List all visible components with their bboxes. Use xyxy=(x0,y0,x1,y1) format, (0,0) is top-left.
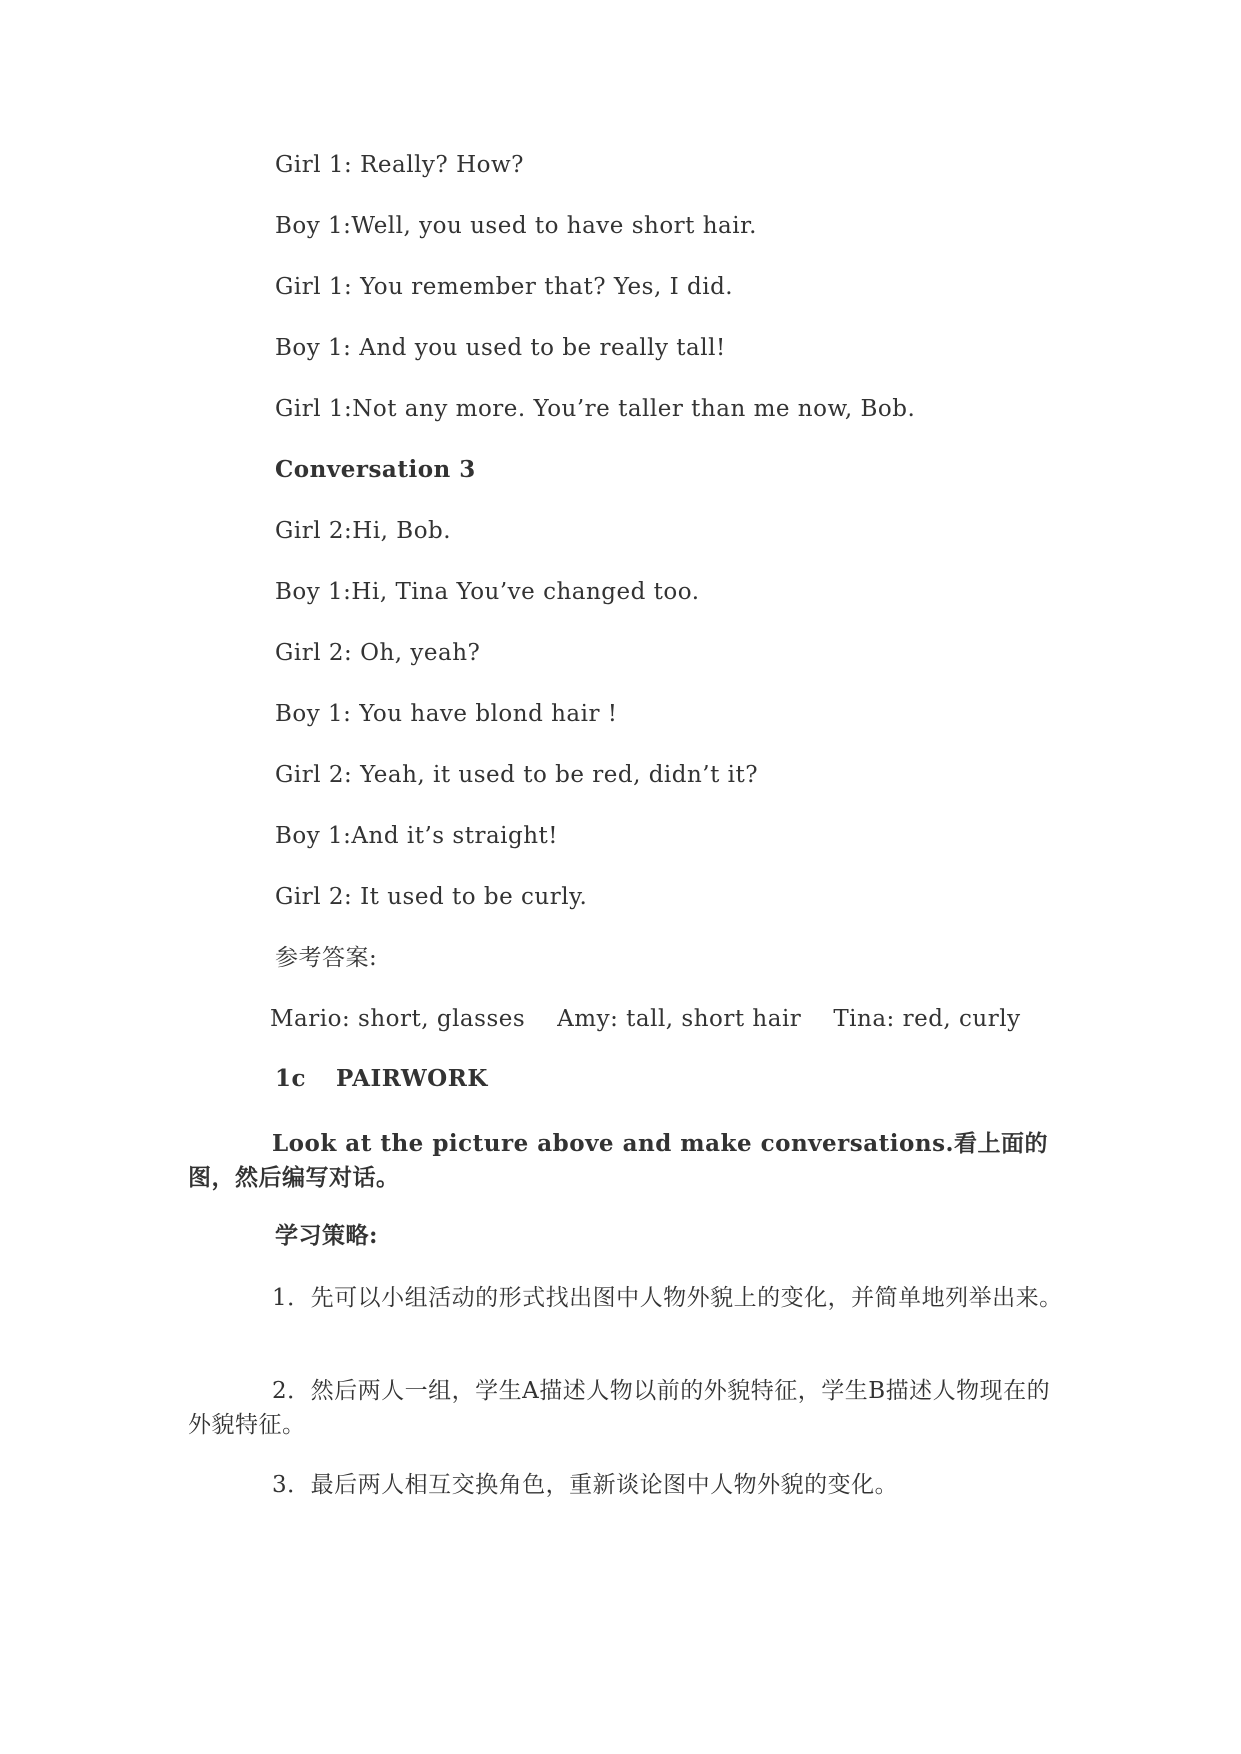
strategy-step: 1．先可以小组活动的形式找出图中人物外貌上的变化，并简单地列举出来。 xyxy=(272,1285,1063,1311)
strategy-step: 3．最后两人相互交换角色，重新谈论图中人物外貌的变化。 xyxy=(272,1472,899,1498)
answer-mario: Mario: short, glasses xyxy=(270,1006,526,1032)
answer-amy: Amy: tall, short hair xyxy=(557,1006,802,1032)
dialogue-line: Girl 1: Really? How? xyxy=(275,152,524,178)
dialogue-line: Boy 1: You have blond hair ! xyxy=(275,701,618,727)
answer-tina: Tina: red, curly xyxy=(833,1006,1021,1032)
section-title: PAIRWORK xyxy=(336,1065,488,1092)
answer-line xyxy=(270,1004,1021,1034)
dialogue-line: Boy 1:Hi, Tina You’ve changed too. xyxy=(275,579,700,605)
strategy-step: 2．然后两人一组，学生A描述人物以前的外貌特征，学生B描述人物现在的外貌特征。 xyxy=(188,1378,1051,1438)
dialogue-line: Girl 2: Yeah, it used to be red, didn’t it? xyxy=(275,762,759,788)
dialogue-line: Girl 1:Not any more. You’re taller than me now, Bob. xyxy=(275,396,916,422)
conversation-heading: Conversation 3 xyxy=(275,456,476,483)
section-heading xyxy=(275,1064,488,1094)
instruction-paragraph: Look at the picture above and make conversations.看上面的图，然后编写对话。 xyxy=(188,1130,1049,1191)
dialogue-line: Boy 1:And it’s straight! xyxy=(275,823,559,849)
dialogue-line: Girl 2: Oh, yeah? xyxy=(275,640,481,666)
dialogue-line: Girl 1: You remember that? Yes, I did. xyxy=(275,274,734,300)
dialogue-line: Girl 2:Hi, Bob. xyxy=(275,518,452,544)
dialogue-line: Boy 1:Well, you used to have short hair. xyxy=(275,213,757,239)
strategy-heading: 学习策略: xyxy=(275,1222,378,1249)
dialogue-line: Boy 1: And you used to be really tall! xyxy=(275,335,726,361)
answer-label: 参考答案: xyxy=(275,945,378,971)
dialogue-line: Girl 2: It used to be curly. xyxy=(275,884,588,910)
section-number: 1c xyxy=(275,1065,307,1092)
